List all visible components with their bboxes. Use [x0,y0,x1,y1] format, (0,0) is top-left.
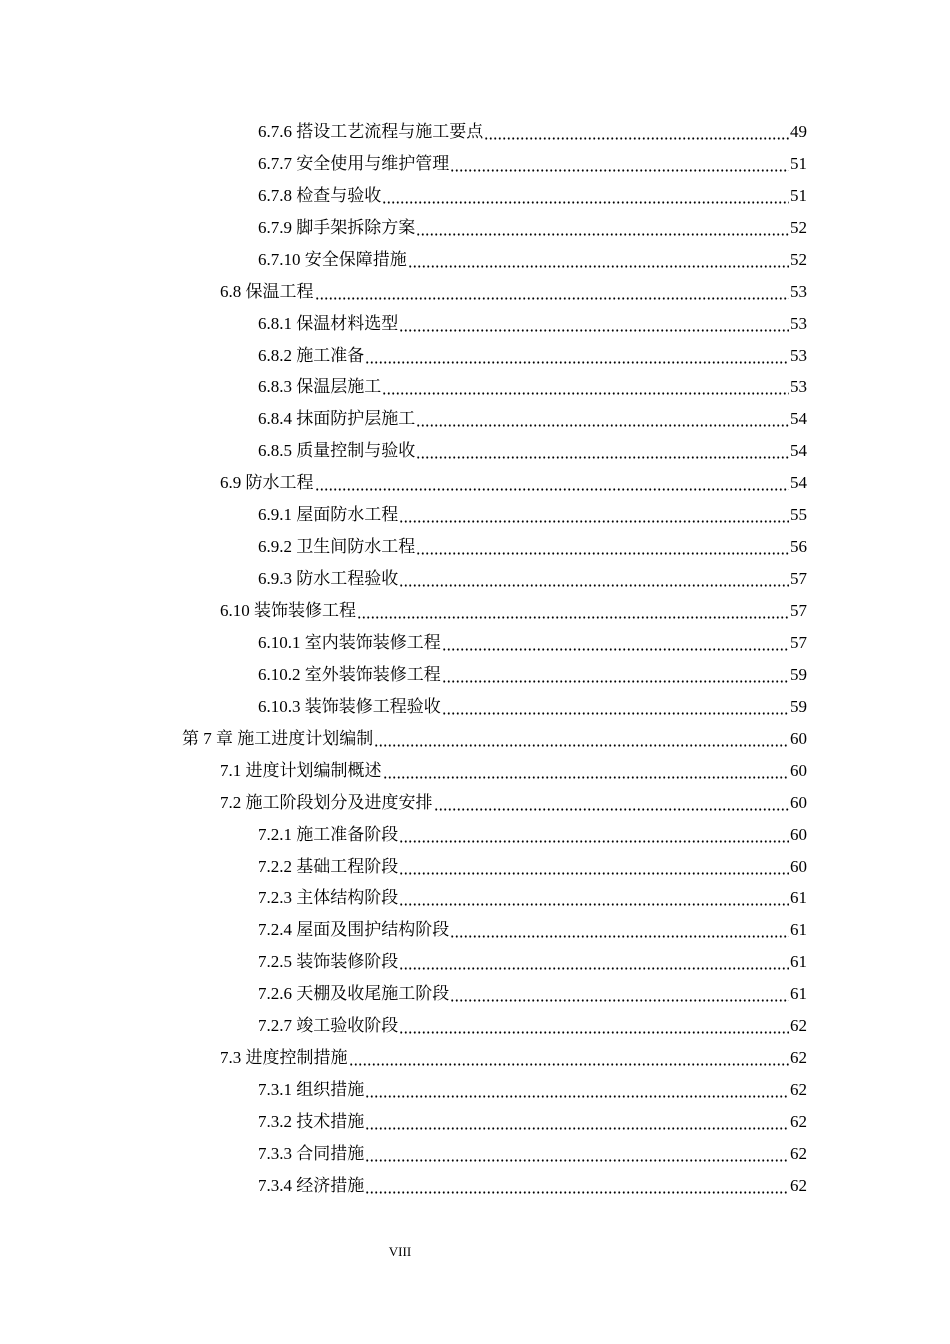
toc-dot-leader [365,1112,789,1132]
toc-dot-leader [399,857,789,877]
toc-dot-leader [399,314,789,334]
toc-entry-title: 6.8.2 施工准备 [258,345,365,365]
toc-entry-page-number: 61 [790,888,807,908]
toc-entry-page-number: 62 [790,1080,807,1100]
toc-entry-page-number: 53 [790,345,807,365]
toc-entry[interactable] [0,978,950,1010]
toc-entry-page-number: 59 [790,664,807,684]
toc-entry[interactable] [0,372,950,404]
toc-entry-page-number: 53 [790,377,807,397]
toc-entry[interactable] [0,787,950,819]
toc-entry-page-number: 51 [790,185,807,205]
toc-dot-leader [383,761,790,781]
toc-entry[interactable] [0,946,950,978]
toc-entry[interactable] [0,403,950,435]
toc-dot-leader [399,825,789,845]
toc-entry-page-number: 62 [790,1143,807,1163]
toc-entry-title: 6.10.1 室内装饰装修工程 [258,632,441,652]
toc-entry[interactable] [0,1042,950,1074]
toc-entry-title: 6.9.2 卫生间防水工程 [258,537,416,557]
toc-entry[interactable] [0,883,950,915]
toc-entry[interactable] [0,691,950,723]
toc-entry-title: 6.9.1 屋面防水工程 [258,505,399,525]
toc-entry-page-number: 52 [790,249,807,269]
toc-dot-leader [399,505,789,525]
toc-entry-title: 7.3 进度控制措施 [220,1048,348,1068]
toc-dot-leader [374,729,789,749]
toc-entry-page-number: 62 [790,1112,807,1132]
toc-dot-leader [349,1048,790,1068]
toc-entry[interactable] [0,1010,950,1042]
toc-entry[interactable] [0,819,950,851]
toc-dot-leader [399,888,789,908]
toc-entry[interactable] [0,851,950,883]
toc-entry-page-number: 57 [790,601,807,621]
toc-dot-leader [399,1016,789,1036]
toc-entry-page-number: 49 [790,121,807,141]
toc-dot-leader [365,1176,789,1196]
toc-entry-title: 6.8.3 保温层施工 [258,377,382,397]
toc-entry-title: 7.3.4 经济措施 [258,1175,365,1195]
toc-entry-title: 6.9.3 防水工程验收 [258,569,399,589]
toc-entry[interactable] [0,1170,950,1202]
toc-entry[interactable] [0,1074,950,1106]
toc-entry-title: 7.2.1 施工准备阶段 [258,824,399,844]
toc-entry-page-number: 61 [790,952,807,972]
toc-dot-leader [450,920,789,940]
toc-entry[interactable] [0,595,950,627]
toc-entry-page-number: 60 [790,824,807,844]
toc-dot-leader [442,665,789,685]
toc-dot-leader [484,122,789,142]
toc-entry-page-number: 62 [790,1016,807,1036]
toc-entry[interactable] [0,627,950,659]
toc-entry-page-number: 57 [790,569,807,589]
toc-entry-page-number: 54 [790,441,807,461]
toc-dot-leader [434,793,790,813]
toc-entry-page-number: 51 [790,153,807,173]
toc-entry-page-number: 52 [790,217,807,237]
toc-dot-leader [416,409,789,429]
toc-entry-title: 7.2.2 基础工程阶段 [258,856,399,876]
toc-entry-title: 7.3.1 组织措施 [258,1080,365,1100]
toc-dot-leader [357,601,789,621]
toc-dot-leader [416,441,789,461]
toc-entry-title: 6.7.7 安全使用与维护管理 [258,153,450,173]
toc-entry-title: 6.7.10 安全保障措施 [258,249,407,269]
toc-entry[interactable] [0,244,950,276]
toc-dot-leader [450,154,789,174]
toc-entry[interactable] [0,276,950,308]
toc-entry-title: 7.2.7 竣工验收阶段 [258,1016,399,1036]
toc-entry[interactable] [0,180,950,212]
toc-dot-leader [365,1080,789,1100]
footer-page-number: VIII [388,1244,412,1259]
toc-dot-leader [416,218,789,238]
toc-entry-page-number: 61 [790,920,807,940]
toc-dot-leader [382,186,789,206]
toc-entry-title: 7.1 进度计划编制概述 [220,760,382,780]
toc-entry[interactable] [0,308,950,340]
toc-entry-title: 第 7 章 施工进度计划编制 [182,728,374,748]
toc-entry[interactable] [0,755,950,787]
toc-entry-title: 6.8.4 抹面防护层施工 [258,409,416,429]
toc-entry-title: 6.7.8 检查与验收 [258,185,382,205]
toc-entry[interactable] [0,340,950,372]
toc-entry[interactable] [0,563,950,595]
toc-dot-leader [315,473,790,493]
toc-entry-title: 6.10.2 室外装饰装修工程 [258,664,441,684]
toc-entry-title: 6.9 防水工程 [220,473,314,493]
toc-entry-page-number: 56 [790,537,807,557]
toc-entry-page-number: 60 [790,728,807,748]
toc-entry-title: 6.8.1 保温材料选型 [258,313,399,333]
toc-entry-title: 6.10 装饰装修工程 [220,601,356,621]
toc-entry[interactable] [0,212,950,244]
toc-dot-leader [365,346,789,366]
toc-entry[interactable] [0,435,950,467]
toc-entry-title: 6.10.3 装饰装修工程验收 [258,696,441,716]
toc-entry-title: 7.2.5 装饰装修阶段 [258,952,399,972]
toc-dot-leader [399,952,789,972]
toc-entry-title: 7.2.6 天棚及收尾施工阶段 [258,984,450,1004]
toc-entry[interactable] [0,531,950,563]
toc-dot-leader [408,250,789,270]
toc-entry-page-number: 53 [790,281,807,301]
toc-entry-title: 7.3.2 技术措施 [258,1112,365,1132]
toc-entry-page-number: 54 [790,473,807,493]
toc-dot-leader [315,282,790,302]
toc-dot-leader [382,377,789,397]
toc-dot-leader [365,1144,789,1164]
toc-entry[interactable] [0,1138,950,1170]
toc-entry-page-number: 54 [790,409,807,429]
toc-dot-leader [442,633,789,653]
toc-entry-page-number: 62 [790,1175,807,1195]
toc-dot-leader [450,984,789,1004]
toc-entry-page-number: 60 [790,760,807,780]
toc-entry-title: 7.2.3 主体结构阶段 [258,888,399,908]
toc-dot-leader [442,697,789,717]
toc-entry[interactable] [0,148,950,180]
toc-entry-page-number: 53 [790,313,807,333]
toc-entry-page-number: 57 [790,632,807,652]
toc-entry[interactable] [0,499,950,531]
toc-dot-leader [399,569,789,589]
toc-entry-page-number: 60 [790,792,807,812]
toc-entry-title: 6.7.9 脚手架拆除方案 [258,217,416,237]
toc-entry-title: 6.8.5 质量控制与验收 [258,441,416,461]
toc-dot-leader [416,537,789,557]
toc-entry-title: 7.2.4 屋面及围护结构阶段 [258,920,450,940]
toc-entry-page-number: 60 [790,856,807,876]
toc-entry-title: 6.7.6 搭设工艺流程与施工要点 [258,121,484,141]
toc-entry[interactable] [0,659,950,691]
table-of-contents [0,116,950,1202]
toc-entry-page-number: 55 [790,505,807,525]
toc-entry-title: 6.8 保温工程 [220,281,314,301]
toc-entry-page-number: 61 [790,984,807,1004]
toc-entry[interactable] [0,914,950,946]
toc-entry[interactable] [0,1106,950,1138]
toc-entry-title: 7.2 施工阶段划分及进度安排 [220,792,433,812]
toc-entry[interactable] [0,467,950,499]
toc-entry-page-number: 62 [790,1048,807,1068]
toc-entry-title: 7.3.3 合同措施 [258,1143,365,1163]
toc-entry-page-number: 59 [790,696,807,716]
toc-entry[interactable] [0,116,950,148]
toc-entry[interactable] [0,723,950,755]
